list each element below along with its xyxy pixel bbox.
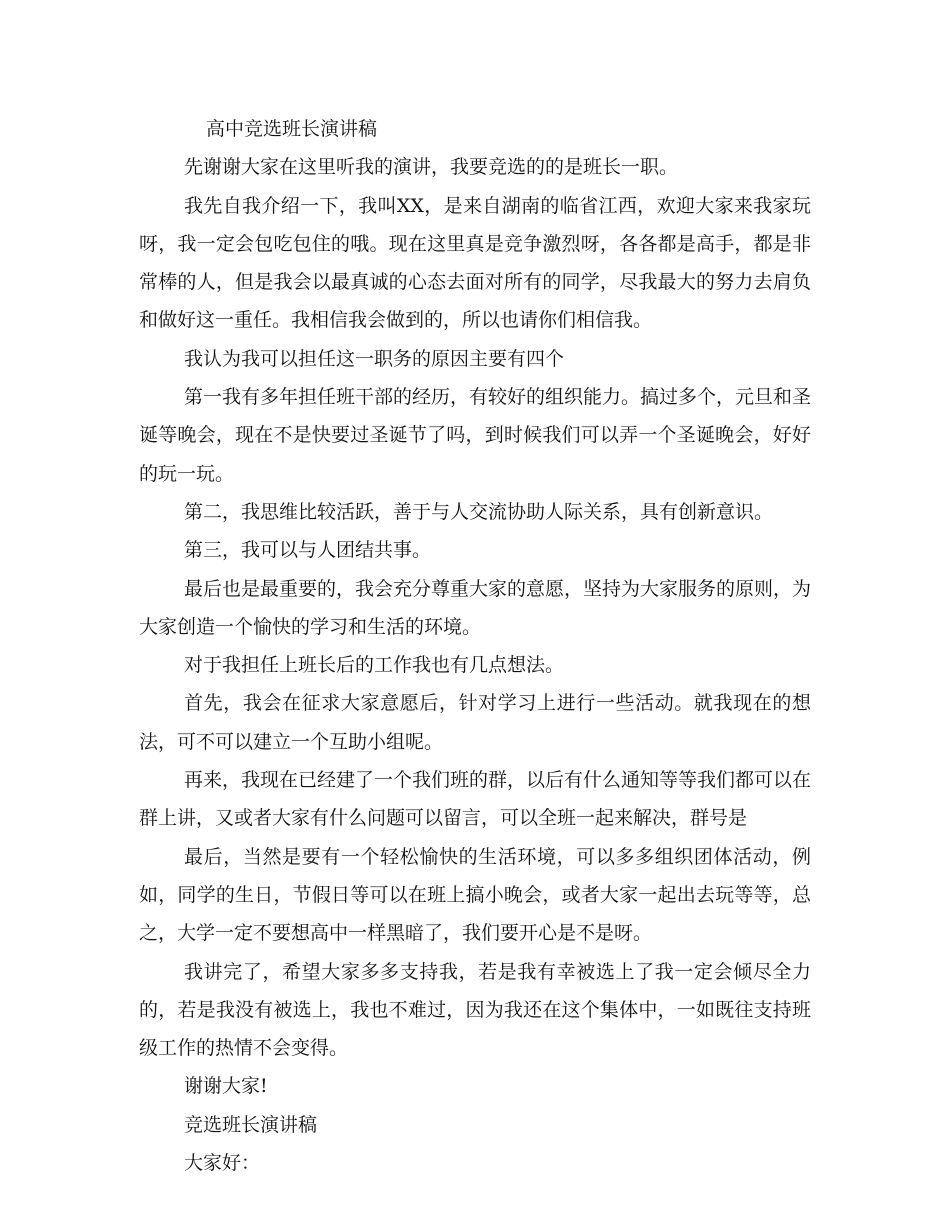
paragraph-greeting: 大家好： xyxy=(184,1152,261,1175)
paragraph-second-title: 竞选班长演讲稿 xyxy=(184,1113,318,1136)
paragraph-reasons-intro: 我认为我可以担任这一职务的原因主要有四个 xyxy=(184,347,565,370)
paragraph-plan-group: 再来，我现在已经建了一个我们班的群，以后有什么通知等等我们都可以在群上讲，又或者大家有什么问题可以留言，可以全班一起来解决，群号是 xyxy=(139,769,812,830)
paragraph-thank-you: 谢谢大家! xyxy=(184,1075,268,1098)
paragraph-reason-third: 第三，我可以与人团结共事。 xyxy=(184,539,432,562)
paragraph-reason-second: 第二，我思维比较活跃，善于与人交流协助人际关系，具有创新意识。 xyxy=(184,500,774,523)
paragraph-plans-intro: 对于我担任上班长后的工作我也有几点想法。 xyxy=(184,654,565,677)
document-title: 高中竞选班长演讲稿 xyxy=(206,118,378,140)
paragraph-plan-activities: 最后，当然是要有一个轻松愉快的生活环境，可以多多组织团体活动，例如，同学的生日，节假日等可以在班上搞小晚会，或者大家一起出去玩等等，总之，大学一定不要想高中一样黑暗了，我们要开心是不是呀。 xyxy=(139,845,811,945)
paragraph-reason-first: 第一我有多年担任班干部的经历，有较好的组织能力。搞过多个，元旦和圣诞等晚会，现在不是快要过圣诞节了吗，到时候我们可以弄一个圣诞晚会，好好的玩一玩。 xyxy=(139,386,812,485)
paragraph-plan-first: 首先，我会在征求大家意愿后，针对学习上进行一些活动。就我现在的想法，可不可以建立一个互助小组呢。 xyxy=(139,692,811,753)
paragraph-thanks: 先谢谢大家在这里听我的演讲，我要竞选的的是班长一职。 xyxy=(184,156,679,179)
paragraph-self-intro: 我先自我介绍一下，我叫XX，是来自湖南的临省江西，欢迎大家来我家玩呀，我一定会包吃包住的哦。现在这里真是竞争激烈呀，各各都是高手，都是非常棒的人，但是我会以最真诚的心态去面对所有的同学，尽我最大的努力去肩负和做好这一重任。我相信我会做到的，所以也请你们相信我。 xyxy=(139,194,811,332)
paragraph-closing: 我讲完了，希望大家多多支持我，若是我有幸被选上了我一定会倾尽全力的，若是我没有被选上，我也不难过，因为我还在这个集体中，一如既往支持班级工作的热情不会变得。 xyxy=(139,960,811,1060)
document-body xyxy=(139,110,811,1182)
paragraph-reason-last: 最后也是最重要的，我会充分尊重大家的意愿，坚持为大家服务的原则，为大家创造一个愉快的学习和生活的环境。 xyxy=(139,577,812,638)
